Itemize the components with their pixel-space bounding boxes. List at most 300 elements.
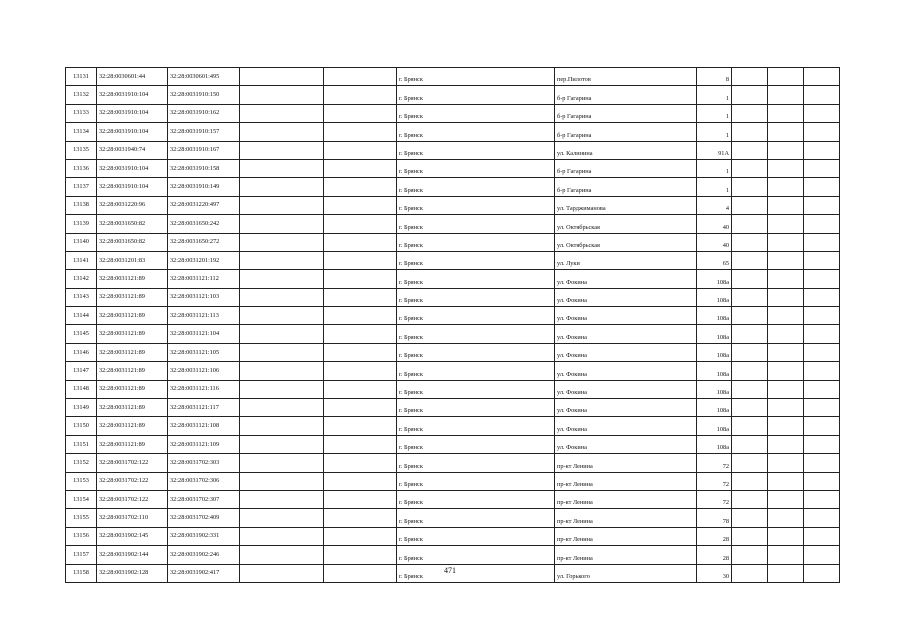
- empty-cell: [804, 270, 840, 288]
- empty-cell: [240, 490, 324, 508]
- empty-cell: [768, 527, 804, 545]
- empty-cell: [768, 196, 804, 214]
- cadastral-number-cell: 32:28:0031910:167: [168, 141, 240, 159]
- table-row: [66, 399, 840, 417]
- empty-cell: [732, 454, 768, 472]
- row-number-cell: 13154: [66, 490, 97, 508]
- empty-cell: [240, 509, 324, 527]
- empty-cell: [804, 251, 840, 269]
- empty-cell: [324, 527, 397, 545]
- cadastral-number-cell: 32:28:0031121:103: [168, 288, 240, 306]
- empty-cell: [240, 527, 324, 545]
- cadastral-parent-cell: 32:28:0031121:89: [97, 343, 168, 361]
- empty-cell: [804, 509, 840, 527]
- house-number-cell: 91А: [697, 141, 732, 159]
- empty-cell: [804, 86, 840, 104]
- empty-cell: [804, 546, 840, 564]
- empty-cell: [240, 417, 324, 435]
- empty-cell: [732, 564, 768, 582]
- empty-cell: [804, 288, 840, 306]
- empty-cell: [768, 270, 804, 288]
- row-number-cell: 13135: [66, 141, 97, 159]
- town-cell: г. Брянск: [397, 454, 555, 472]
- empty-cell: [768, 417, 804, 435]
- cadastral-number-cell: 32:28:0031910:158: [168, 159, 240, 177]
- empty-cell: [768, 123, 804, 141]
- town-cell: г. Брянск: [397, 141, 555, 159]
- empty-cell: [240, 159, 324, 177]
- table-row: [66, 417, 840, 435]
- table-row: [66, 141, 840, 159]
- street-cell: б-р Гагарина: [555, 104, 697, 122]
- town-cell: г. Брянск: [397, 307, 555, 325]
- cadastral-parent-cell: 32:28:0031910:104: [97, 178, 168, 196]
- row-number-cell: 13133: [66, 104, 97, 122]
- town-cell: г. Брянск: [397, 178, 555, 196]
- empty-cell: [324, 546, 397, 564]
- empty-cell: [768, 104, 804, 122]
- cadastral-parent-cell: 32:28:0031220:96: [97, 196, 168, 214]
- cadastral-number-cell: 32:28:0031902:417: [168, 564, 240, 582]
- empty-cell: [768, 307, 804, 325]
- cadastral-parent-cell: 32:28:0031702:122: [97, 454, 168, 472]
- street-cell: ул. Фокина: [555, 380, 697, 398]
- empty-cell: [240, 196, 324, 214]
- house-number-cell: 108а: [697, 307, 732, 325]
- house-number-cell: 8: [697, 68, 732, 86]
- empty-cell: [240, 86, 324, 104]
- empty-cell: [240, 123, 324, 141]
- street-cell: пр-кт Ленина: [555, 546, 697, 564]
- empty-cell: [324, 141, 397, 159]
- row-number-cell: 13134: [66, 123, 97, 141]
- street-cell: б-р Гагарина: [555, 178, 697, 196]
- empty-cell: [240, 435, 324, 453]
- street-cell: ул. Фокина: [555, 399, 697, 417]
- empty-cell: [240, 141, 324, 159]
- table-body: [66, 68, 840, 583]
- cadastral-parent-cell: 32:28:0031121:89: [97, 325, 168, 343]
- empty-cell: [732, 435, 768, 453]
- cadastral-number-cell: 32:28:0031702:306: [168, 472, 240, 490]
- street-cell: б-р Гагарина: [555, 86, 697, 104]
- street-cell: б-р Гагарина: [555, 159, 697, 177]
- empty-cell: [324, 86, 397, 104]
- empty-cell: [732, 343, 768, 361]
- empty-cell: [804, 233, 840, 251]
- street-cell: ул. Фокина: [555, 362, 697, 380]
- empty-cell: [240, 472, 324, 490]
- row-number-cell: 13156: [66, 527, 97, 545]
- empty-cell: [732, 509, 768, 527]
- row-number-cell: 13149: [66, 399, 97, 417]
- cadastral-number-cell: 32:28:0031910:157: [168, 123, 240, 141]
- empty-cell: [732, 123, 768, 141]
- cadastral-parent-cell: 32:28:0031121:89: [97, 270, 168, 288]
- empty-cell: [732, 546, 768, 564]
- town-cell: г. Брянск: [397, 233, 555, 251]
- cadastral-parent-cell: 32:28:0031902:128: [97, 564, 168, 582]
- table-row: [66, 435, 840, 453]
- empty-cell: [768, 251, 804, 269]
- table-row: [66, 490, 840, 508]
- empty-cell: [768, 472, 804, 490]
- cadastral-number-cell: 32:28:0031650:272: [168, 233, 240, 251]
- empty-cell: [324, 472, 397, 490]
- cadastral-number-cell: 32:28:0031910:149: [168, 178, 240, 196]
- row-number-cell: 13136: [66, 159, 97, 177]
- house-number-cell: 1: [697, 123, 732, 141]
- empty-cell: [324, 196, 397, 214]
- empty-cell: [240, 380, 324, 398]
- house-number-cell: 108а: [697, 417, 732, 435]
- street-cell: пр-кт Ленина: [555, 509, 697, 527]
- empty-cell: [240, 270, 324, 288]
- empty-cell: [324, 104, 397, 122]
- cadastral-number-cell: 32:28:0031121:113: [168, 307, 240, 325]
- cadastral-parent-cell: 32:28:0031902:145: [97, 527, 168, 545]
- cadastral-number-cell: 32:28:0031121:104: [168, 325, 240, 343]
- empty-cell: [768, 362, 804, 380]
- cadastral-number-cell: 32:28:0031201:192: [168, 251, 240, 269]
- cadastral-parent-cell: 32:28:0031650:82: [97, 233, 168, 251]
- empty-cell: [804, 380, 840, 398]
- empty-cell: [240, 178, 324, 196]
- cadastral-parent-cell: 32:28:0031702:122: [97, 472, 168, 490]
- house-number-cell: 108а: [697, 288, 732, 306]
- town-cell: г. Брянск: [397, 325, 555, 343]
- town-cell: г. Брянск: [397, 123, 555, 141]
- empty-cell: [804, 564, 840, 582]
- empty-cell: [732, 399, 768, 417]
- cadastral-number-cell: 32:28:0031121:108: [168, 417, 240, 435]
- row-number-cell: 13131: [66, 68, 97, 86]
- cadastral-number-cell: 32:28:0031650:242: [168, 215, 240, 233]
- empty-cell: [324, 270, 397, 288]
- cadastral-number-cell: 32:28:0031121:116: [168, 380, 240, 398]
- empty-cell: [324, 454, 397, 472]
- cadastral-parent-cell: 32:28:0031121:89: [97, 417, 168, 435]
- street-cell: пр-кт Ленина: [555, 472, 697, 490]
- empty-cell: [768, 380, 804, 398]
- empty-cell: [324, 362, 397, 380]
- town-cell: г. Брянск: [397, 196, 555, 214]
- table-row: [66, 159, 840, 177]
- empty-cell: [240, 454, 324, 472]
- cadastral-number-cell: 32:28:0031902:331: [168, 527, 240, 545]
- empty-cell: [732, 233, 768, 251]
- town-cell: г. Брянск: [397, 343, 555, 361]
- table-row: [66, 233, 840, 251]
- empty-cell: [324, 178, 397, 196]
- street-cell: пер.Пилотов: [555, 68, 697, 86]
- row-number-cell: 13153: [66, 472, 97, 490]
- empty-cell: [324, 435, 397, 453]
- house-number-cell: 30: [697, 564, 732, 582]
- house-number-cell: 108а: [697, 399, 732, 417]
- row-number-cell: 13139: [66, 215, 97, 233]
- house-number-cell: 1: [697, 86, 732, 104]
- cadastral-number-cell: 32:28:0031121:106: [168, 362, 240, 380]
- table-row: [66, 86, 840, 104]
- empty-cell: [240, 307, 324, 325]
- empty-cell: [768, 490, 804, 508]
- cadastral-number-cell: 32:28:0031902:246: [168, 546, 240, 564]
- house-number-cell: 108а: [697, 380, 732, 398]
- empty-cell: [732, 472, 768, 490]
- row-number-cell: 13137: [66, 178, 97, 196]
- empty-cell: [768, 546, 804, 564]
- empty-cell: [240, 215, 324, 233]
- cadastral-parent-cell: 32:28:0031201:83: [97, 251, 168, 269]
- empty-cell: [324, 159, 397, 177]
- empty-cell: [804, 490, 840, 508]
- cadastral-number-cell: 32:28:0031702:303: [168, 454, 240, 472]
- house-number-cell: 72: [697, 490, 732, 508]
- table-row: [66, 343, 840, 361]
- town-cell: г. Брянск: [397, 546, 555, 564]
- empty-cell: [732, 196, 768, 214]
- empty-cell: [324, 233, 397, 251]
- empty-cell: [804, 527, 840, 545]
- street-cell: ул. Фокина: [555, 343, 697, 361]
- empty-cell: [768, 435, 804, 453]
- empty-cell: [324, 251, 397, 269]
- table-row: [66, 380, 840, 398]
- town-cell: г. Брянск: [397, 380, 555, 398]
- street-cell: пр-кт Ленина: [555, 454, 697, 472]
- table-row: [66, 104, 840, 122]
- street-cell: пр-кт Ленина: [555, 490, 697, 508]
- empty-cell: [732, 86, 768, 104]
- empty-cell: [804, 215, 840, 233]
- empty-cell: [240, 564, 324, 582]
- house-number-cell: 28: [697, 527, 732, 545]
- street-cell: б-р Гагарина: [555, 123, 697, 141]
- empty-cell: [240, 68, 324, 86]
- page-number: 471: [444, 566, 456, 575]
- empty-cell: [768, 141, 804, 159]
- cadastral-parent-cell: 32:28:0031910:104: [97, 159, 168, 177]
- cadastral-parent-cell: 32:28:0031910:104: [97, 123, 168, 141]
- empty-cell: [804, 399, 840, 417]
- empty-cell: [324, 417, 397, 435]
- table-row: [66, 288, 840, 306]
- empty-cell: [324, 307, 397, 325]
- empty-cell: [240, 399, 324, 417]
- empty-cell: [732, 325, 768, 343]
- table-row: [66, 196, 840, 214]
- empty-cell: [804, 454, 840, 472]
- empty-cell: [732, 178, 768, 196]
- table-row: [66, 215, 840, 233]
- town-cell: г. Брянск: [397, 472, 555, 490]
- cadastral-number-cell: 32:28:0031121:105: [168, 343, 240, 361]
- row-number-cell: 13158: [66, 564, 97, 582]
- empty-cell: [324, 123, 397, 141]
- table-row: [66, 307, 840, 325]
- row-number-cell: 13142: [66, 270, 97, 288]
- table-row: [66, 362, 840, 380]
- empty-cell: [768, 399, 804, 417]
- street-cell: ул. Фокина: [555, 270, 697, 288]
- empty-cell: [324, 490, 397, 508]
- empty-cell: [804, 104, 840, 122]
- empty-cell: [804, 307, 840, 325]
- empty-cell: [732, 288, 768, 306]
- town-cell: г. Брянск: [397, 490, 555, 508]
- street-cell: ул. Тарджимановa: [555, 196, 697, 214]
- table-row: [66, 454, 840, 472]
- empty-cell: [804, 417, 840, 435]
- house-number-cell: 108а: [697, 325, 732, 343]
- table-row: [66, 509, 840, 527]
- cadastral-parent-cell: 32:28:0031702:110: [97, 509, 168, 527]
- empty-cell: [804, 343, 840, 361]
- house-number-cell: 40: [697, 215, 732, 233]
- town-cell: г. Брянск: [397, 527, 555, 545]
- cadastral-parent-cell: 32:28:0031121:89: [97, 288, 168, 306]
- empty-cell: [732, 141, 768, 159]
- town-cell: г. Брянск: [397, 564, 555, 582]
- empty-cell: [732, 417, 768, 435]
- empty-cell: [768, 178, 804, 196]
- house-number-cell: 78: [697, 509, 732, 527]
- cadastral-parent-cell: 32:28:0031121:89: [97, 307, 168, 325]
- street-cell: ул. Октябрьская: [555, 233, 697, 251]
- cadastral-parent-cell: 32:28:0031910:104: [97, 104, 168, 122]
- empty-cell: [768, 454, 804, 472]
- street-cell: ул. Луки: [555, 251, 697, 269]
- empty-cell: [732, 527, 768, 545]
- empty-cell: [324, 68, 397, 86]
- cadastral-number-cell: 32:28:0031220:497: [168, 196, 240, 214]
- row-number-cell: 13148: [66, 380, 97, 398]
- empty-cell: [768, 288, 804, 306]
- table-row: [66, 546, 840, 564]
- empty-cell: [732, 159, 768, 177]
- row-number-cell: 13138: [66, 196, 97, 214]
- table-row: [66, 178, 840, 196]
- empty-cell: [804, 178, 840, 196]
- row-number-cell: 13140: [66, 233, 97, 251]
- empty-cell: [768, 233, 804, 251]
- house-number-cell: 65: [697, 251, 732, 269]
- town-cell: г. Брянск: [397, 251, 555, 269]
- empty-cell: [804, 68, 840, 86]
- town-cell: г. Брянск: [397, 509, 555, 527]
- cadastral-number-cell: 32:28:0031702:307: [168, 490, 240, 508]
- empty-cell: [804, 472, 840, 490]
- street-cell: ул. Фокина: [555, 325, 697, 343]
- table-row: [66, 527, 840, 545]
- row-number-cell: 13155: [66, 509, 97, 527]
- house-number-cell: 28: [697, 546, 732, 564]
- table-row: [66, 325, 840, 343]
- empty-cell: [804, 362, 840, 380]
- empty-cell: [768, 564, 804, 582]
- street-cell: ул. Калинина: [555, 141, 697, 159]
- row-number-cell: 13150: [66, 417, 97, 435]
- town-cell: г. Брянск: [397, 270, 555, 288]
- table-row: [66, 472, 840, 490]
- row-number-cell: 13146: [66, 343, 97, 361]
- table-row: [66, 251, 840, 269]
- street-cell: ул. Горького: [555, 564, 697, 582]
- town-cell: г. Брянск: [397, 435, 555, 453]
- house-number-cell: 72: [697, 454, 732, 472]
- house-number-cell: 1: [697, 159, 732, 177]
- empty-cell: [768, 343, 804, 361]
- town-cell: г. Брянск: [397, 159, 555, 177]
- empty-cell: [732, 251, 768, 269]
- empty-cell: [732, 362, 768, 380]
- cadastral-parent-cell: 32:28:0031910:104: [97, 86, 168, 104]
- empty-cell: [240, 104, 324, 122]
- cadastral-parent-cell: 32:28:0031121:89: [97, 380, 168, 398]
- empty-cell: [804, 325, 840, 343]
- empty-cell: [804, 123, 840, 141]
- row-number-cell: 13132: [66, 86, 97, 104]
- empty-cell: [240, 288, 324, 306]
- empty-cell: [324, 288, 397, 306]
- cadastral-number-cell: 32:28:0031121:109: [168, 435, 240, 453]
- empty-cell: [324, 380, 397, 398]
- empty-cell: [768, 159, 804, 177]
- empty-cell: [804, 435, 840, 453]
- table-row: [66, 68, 840, 86]
- empty-cell: [732, 104, 768, 122]
- house-number-cell: 108а: [697, 270, 732, 288]
- row-number-cell: 13145: [66, 325, 97, 343]
- cadastral-number-cell: 32:28:0030601:495: [168, 68, 240, 86]
- empty-cell: [768, 68, 804, 86]
- row-number-cell: 13144: [66, 307, 97, 325]
- empty-cell: [732, 215, 768, 233]
- empty-cell: [732, 380, 768, 398]
- register-table: [65, 67, 840, 583]
- empty-cell: [240, 325, 324, 343]
- empty-cell: [768, 509, 804, 527]
- empty-cell: [732, 307, 768, 325]
- cadastral-parent-cell: 32:28:0031650:82: [97, 215, 168, 233]
- empty-cell: [324, 509, 397, 527]
- town-cell: г. Брянск: [397, 362, 555, 380]
- row-number-cell: 13147: [66, 362, 97, 380]
- empty-cell: [768, 215, 804, 233]
- empty-cell: [732, 490, 768, 508]
- street-cell: ул. Фокина: [555, 417, 697, 435]
- town-cell: г. Брянск: [397, 288, 555, 306]
- empty-cell: [240, 251, 324, 269]
- house-number-cell: 40: [697, 233, 732, 251]
- cadastral-parent-cell: 32:28:0031702:122: [97, 490, 168, 508]
- house-number-cell: 72: [697, 472, 732, 490]
- empty-cell: [732, 68, 768, 86]
- town-cell: г. Брянск: [397, 417, 555, 435]
- street-cell: ул. Фокина: [555, 288, 697, 306]
- empty-cell: [240, 343, 324, 361]
- house-number-cell: 1: [697, 178, 732, 196]
- empty-cell: [324, 343, 397, 361]
- cadastral-number-cell: 32:28:0031702:409: [168, 509, 240, 527]
- house-number-cell: 108а: [697, 362, 732, 380]
- row-number-cell: 13143: [66, 288, 97, 306]
- street-cell: ул. Фокина: [555, 307, 697, 325]
- empty-cell: [324, 325, 397, 343]
- town-cell: г. Брянск: [397, 399, 555, 417]
- row-number-cell: 13157: [66, 546, 97, 564]
